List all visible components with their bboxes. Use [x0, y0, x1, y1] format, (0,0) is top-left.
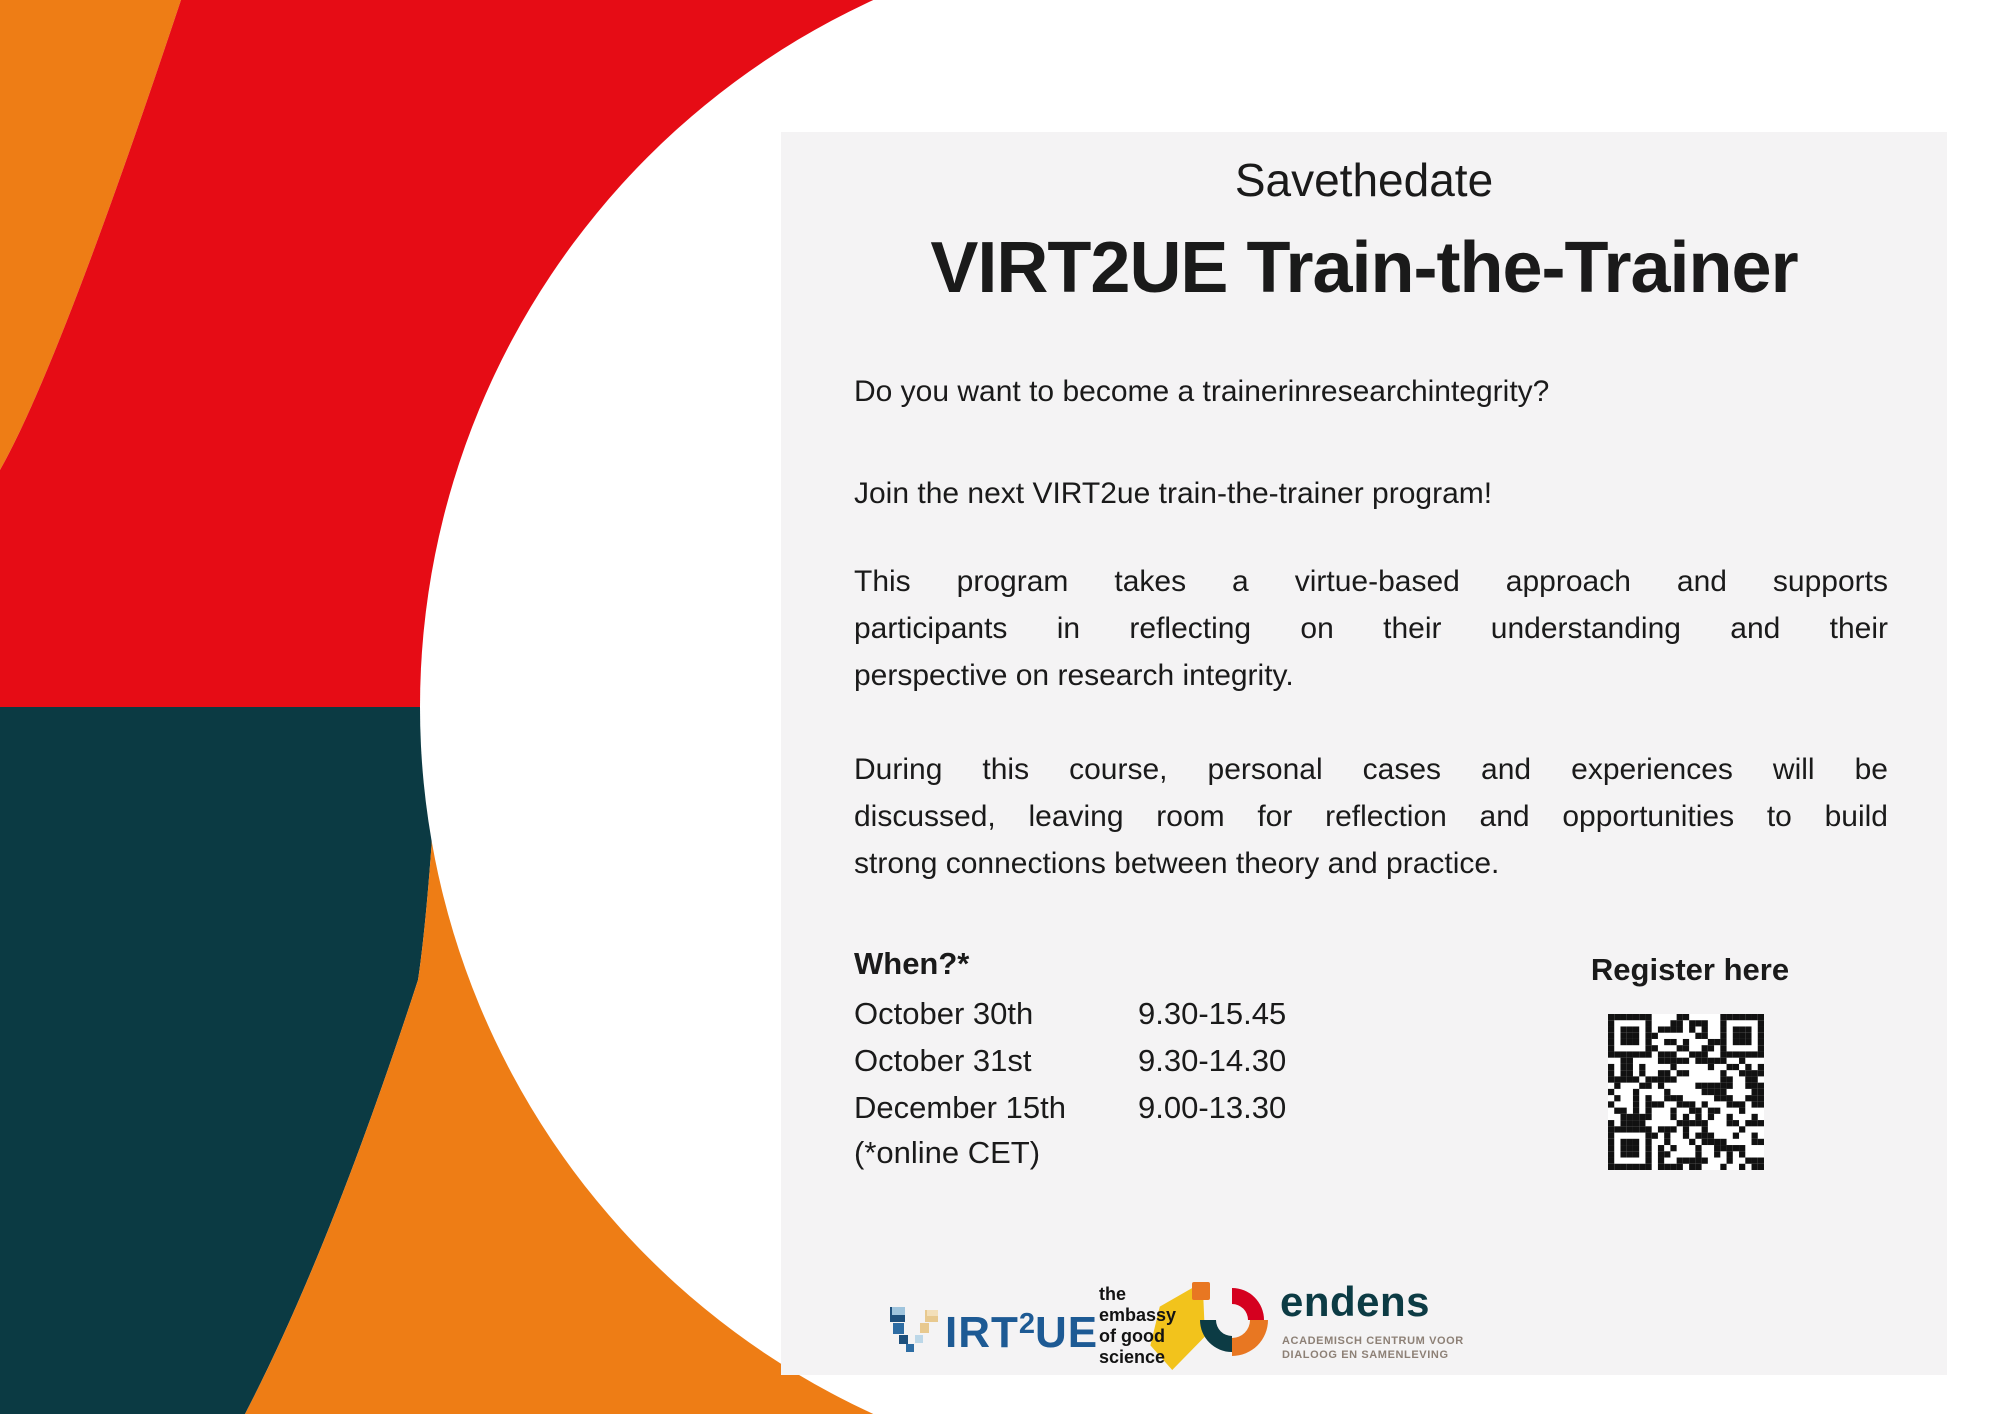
course-paragraph-line: strong connections between theory and practice.	[854, 847, 1500, 880]
schedule-time: 9.30-14.30	[1138, 1043, 1287, 1078]
embassy-line: embassy	[1099, 1305, 1177, 1325]
schedule-row	[854, 994, 1414, 1034]
schedule-row	[854, 1088, 1414, 1128]
program-paragraph	[854, 558, 1888, 699]
register-here-label: Register here	[1590, 952, 1790, 987]
endens-logo	[1192, 1276, 1512, 1376]
virt2ue-letters: IRT	[945, 1308, 1019, 1357]
endens-caption	[1282, 1334, 1464, 1362]
embassy-line: the	[1099, 1284, 1126, 1304]
embassy-line: science	[1099, 1347, 1166, 1367]
intro-question: Do you want to become a trainerinresearchintegrity?	[854, 375, 1550, 408]
course-paragraph-line: During this course, personal cases and experiences will be	[854, 753, 1888, 786]
schedule-date: December 15th	[854, 1090, 1066, 1125]
logo-row	[850, 1276, 1550, 1386]
schedule-row	[854, 1041, 1414, 1081]
schedule-time: 9.00-13.30	[1138, 1090, 1287, 1125]
schedule-date: October 31st	[854, 1043, 1032, 1078]
qr-code-icon	[1608, 1014, 1764, 1170]
virt2ue-superscript-2: 2	[1018, 1308, 1036, 1340]
mosaic-v-icon	[889, 1306, 941, 1356]
endens-logo-text: endens	[1280, 1278, 1431, 1325]
schedule-date: October 30th	[854, 996, 1034, 1031]
course-paragraph-line: discussed, leaving room for reflection and opportunities to build	[854, 800, 1888, 833]
eyebrow-savethedate: Savethedate	[1234, 154, 1494, 206]
program-paragraph-line: participants in reflecting on their understanding and their	[854, 612, 1888, 645]
timezone-footnote: (*online CET)	[854, 1135, 1041, 1170]
when-heading: When?*	[854, 946, 970, 981]
virt2ue-logo-text	[945, 1308, 1098, 1358]
program-paragraph-line: perspective on research integrity.	[854, 659, 1294, 692]
embassy-logo-text	[1099, 1284, 1176, 1368]
embassy-of-good-science-logo	[1095, 1282, 1205, 1382]
schedule-time: 9.30-15.45	[1138, 996, 1287, 1031]
endens-caption-line: ACADEMISCH CENTRUM VOOR	[1282, 1335, 1464, 1347]
endens-caption-line: DIALOOG EN SAMENLEVING	[1282, 1349, 1449, 1361]
arc-cross-icon	[1192, 1280, 1272, 1360]
virt2ue-letters: UE	[1035, 1308, 1099, 1357]
page-title: VIRT2UE Train-the-Trainer	[930, 228, 1798, 308]
program-paragraph-line: This program takes a virtue-based approach and supports	[854, 565, 1888, 598]
embassy-line: of good	[1099, 1326, 1165, 1346]
course-paragraph	[854, 746, 1888, 887]
join-line: Join the next VIRT2ue train-the-trainer program!	[854, 477, 1493, 510]
